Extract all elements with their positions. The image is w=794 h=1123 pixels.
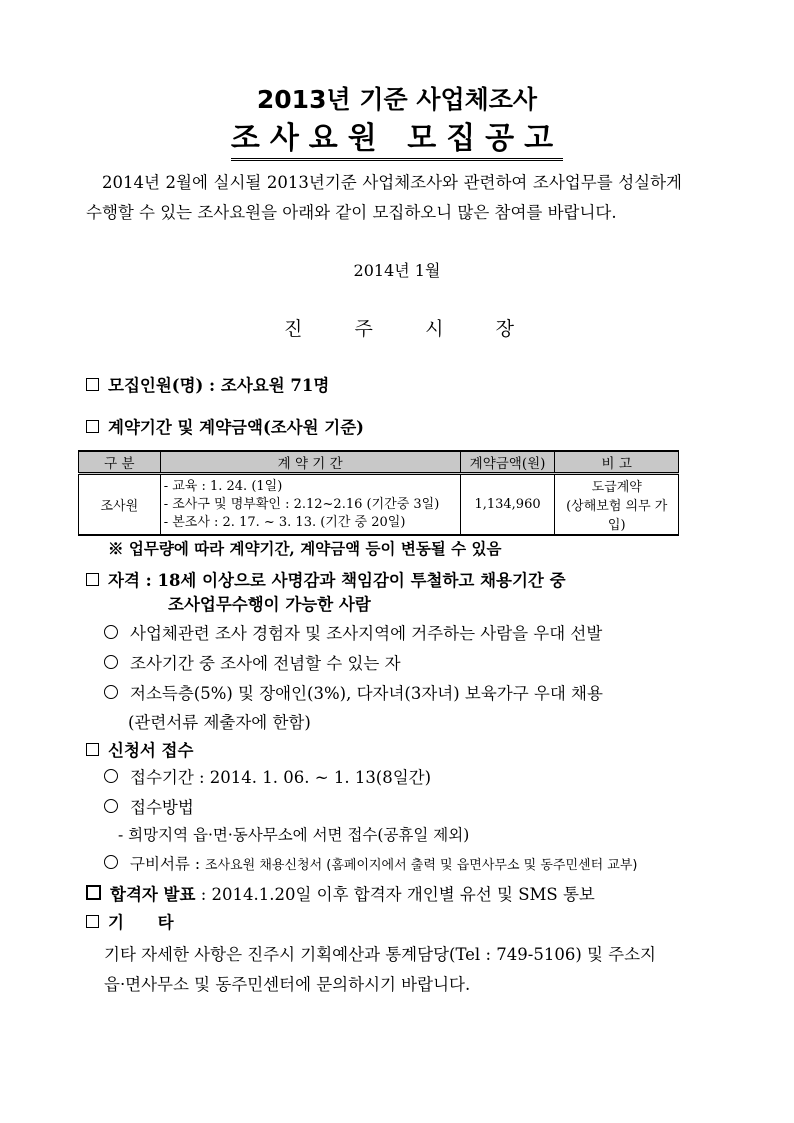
table-cell-amount: 1,134,960 [460, 474, 555, 536]
circle-bullet-icon [104, 655, 118, 669]
square-bullet-icon [86, 573, 99, 586]
contract-label: 계약기간 및 계약금액(조사원 기준) [108, 418, 364, 437]
qualification-item-text: 사업체관련 조사 경험자 및 조사지역에 거주하는 사람을 우대 선발 [130, 624, 603, 643]
application-label: 신청서 접수 [108, 741, 194, 760]
circle-bullet-icon [104, 799, 118, 813]
period-item: - 교육 : 1. 24. (1일) [163, 478, 283, 494]
issuer-char: 장 [495, 318, 514, 340]
application-method [104, 794, 194, 818]
other-section [86, 909, 188, 933]
table-row [79, 474, 679, 536]
title-main [0, 113, 794, 157]
qualification-label-2: 조사업무수행이 가능한 사람 [168, 595, 371, 614]
note-line: 도급계약 [591, 480, 642, 495]
issuer-char: 주 [354, 318, 373, 340]
issuer-char: 시 [425, 318, 444, 340]
table-cell-note [555, 474, 679, 536]
table-header: 계 약 기 간 [160, 451, 460, 474]
title-main-text: 조사요원 모집공고 [231, 121, 563, 161]
square-bullet-icon [86, 743, 99, 756]
qualification-note: (관련서류 제출자에 한함) [128, 713, 311, 732]
title-subtitle: 2013년 기준 사업체조사 [256, 85, 538, 114]
period-item: - 본조사 : 2. 17. ~ 3. 13. (기간 중 20일) [163, 514, 406, 530]
table-cell-periods [160, 474, 460, 536]
qualification-label-1: 자격 : 18세 이상으로 사명감과 책임감이 투철하고 채용기간 중 [108, 571, 566, 590]
notice-date: 2014년 1월 [353, 261, 441, 280]
application-documents-text: 조사요원 채용신청서 (홈페이지에서 출력 및 읍면사무소 및 동주민센터 교부) [204, 858, 638, 873]
square-bullet-icon [86, 915, 99, 928]
qualification-item [104, 680, 603, 704]
contract-table [78, 450, 679, 536]
application-method-detail: - 희망지역 읍·면·동사무소에 서면 접수(공휴일 제외) [118, 826, 470, 844]
intro-paragraph: 2014년 2월에 실시될 2013년기준 사업체조사와 관련하여 조사업무를 성실하게 수행할 수 있는 조사요원을 아래와 같이 모집하오니 많은 참여를 바랍니다. [86, 173, 682, 222]
issuer-char: 진 [284, 318, 303, 340]
recruit-label: 모집인원(명) : 조사요원 71명 [108, 376, 330, 395]
qualification-section [86, 567, 566, 591]
table-header-row [79, 451, 679, 474]
other-line-2: 읍·면사무소 및 동주민센터에 문의하시기 바랍니다. [104, 975, 471, 994]
contract-footnote: ※ 업무량에 따라 계약기간, 계약금액 등이 변동될 수 있음 [108, 539, 502, 558]
contract-section [86, 414, 364, 438]
application-documents-prefix: 구비서류 : [130, 855, 205, 873]
period-item: - 조사구 및 명부확인 : 2.12~2.16 (기간중 3일) [163, 496, 440, 512]
note-line: (상해보험 의무 가입) [566, 499, 668, 533]
application-method-text: 접수방법 [130, 798, 194, 817]
circle-bullet-icon [104, 855, 118, 869]
application-period [104, 764, 431, 788]
application-period-text: 접수기간 : 2014. 1. 06. ~ 1. 13(8일간) [130, 768, 432, 787]
announcement-label: 합격자 발표 [110, 885, 196, 904]
table-header: 비 고 [555, 451, 679, 474]
circle-bullet-icon [104, 625, 118, 639]
application-documents [104, 852, 637, 874]
issuer-signature [284, 314, 514, 341]
announcement-text: : 2014.1.20일 이후 합격자 개인별 유선 및 SMS 통보 [195, 885, 595, 904]
table-header: 구 분 [79, 451, 161, 474]
table-header: 계약금액(원) [460, 451, 555, 474]
square-bullet-icon [86, 420, 99, 433]
other-line-1: 기타 자세한 사항은 진주시 기획예산과 통계담당(Tel : 749-5106) 및 주소지 [104, 945, 656, 964]
qualification-item-text: 저소득층(5%) 및 장애인(3%), 다자녀(3자녀) 보육가구 우대 채용 [130, 684, 603, 703]
qualification-item [104, 620, 602, 644]
circle-bullet-icon [104, 685, 118, 699]
qualification-item-text: 조사기간 중 조사에 전념할 수 있는 자 [130, 654, 401, 673]
application-section [86, 737, 193, 761]
square-bullet-icon [86, 885, 101, 900]
qualification-item [104, 650, 401, 674]
announcement-section [86, 881, 595, 905]
recruit-section [86, 372, 329, 396]
circle-bullet-icon [104, 769, 118, 783]
square-bullet-icon [86, 378, 99, 391]
table-cell-type: 조사원 [79, 474, 161, 536]
other-label: 기 타 [108, 913, 188, 932]
